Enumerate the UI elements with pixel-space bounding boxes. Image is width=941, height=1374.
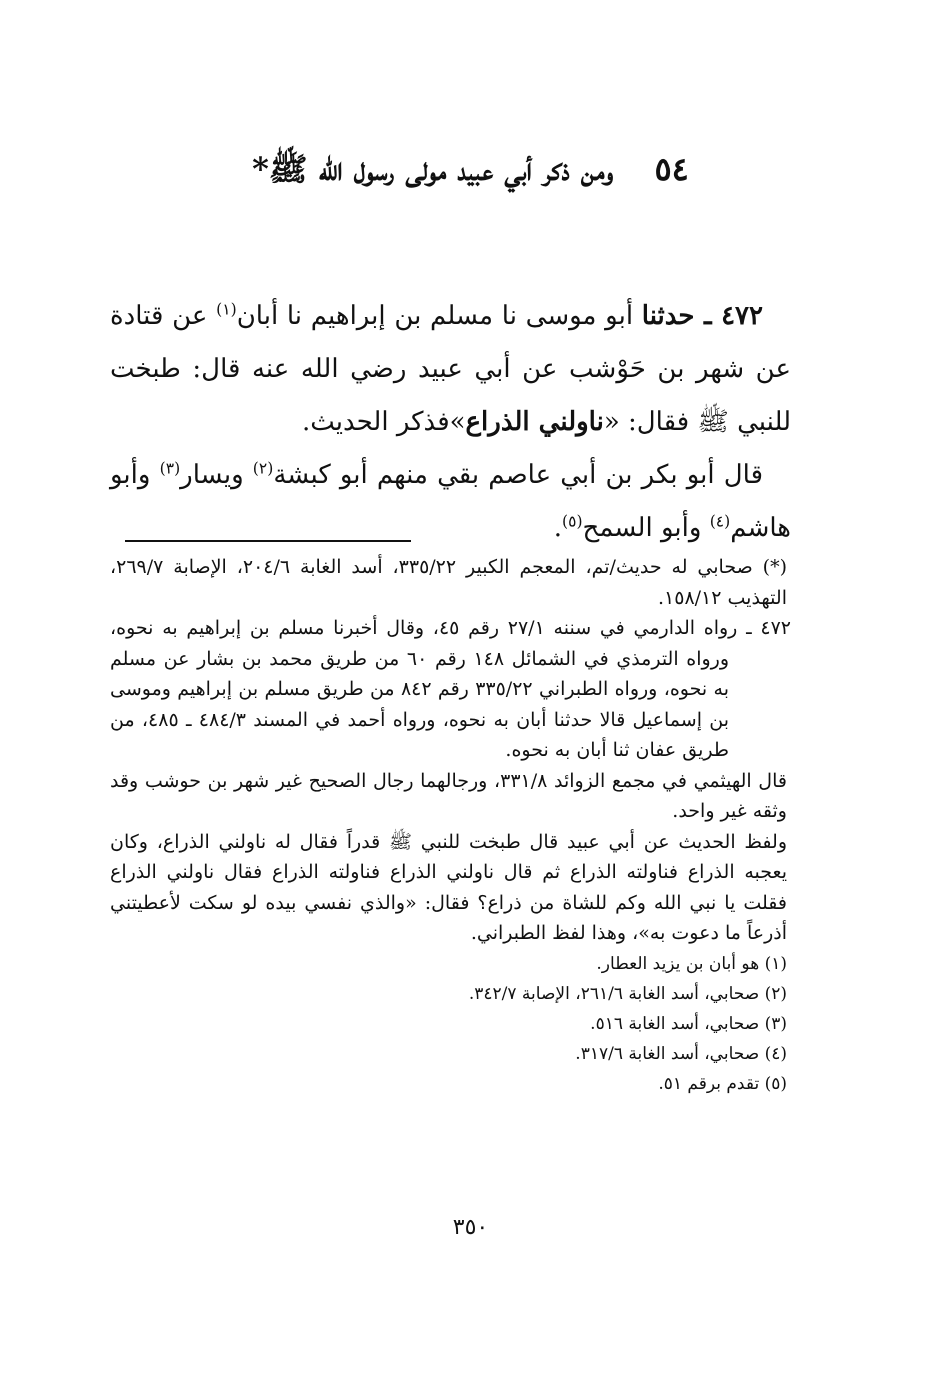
note-472-sources: ٤٧٢ ـ رواه الدارمي في سننه ٢٧/١ رقم ٤٥، وقال أخبرنا مسلم بن إبراهيم به نحوه، ورواه الترمذي في الشمائل ١٤٨ رقم ٦٠ من طريق محمد بن بشار عن مسلم به نحوه، ورواه الطبراني ٣٣٥/٢٢ رقم ٨٤٢ من طريق مسلم بن إبراهيم وموسى بن إسماعيل قالا حدثنا أبان به نحوه، ورواه أحمد في المسند ٤٨٤/٣ ـ ٤٨٥، من طريق عفان ثنا أبان به نحوه. [110, 617, 792, 761]
hadith-body [110, 290, 791, 555]
footnote-1: (١) هو أبان بن يزيد العطار. [596, 953, 787, 974]
footnote-4: (٤) صحابي، أسد الغابة ٣١٧/٦. [575, 1043, 787, 1064]
footnote-2: (٢) صحابي، أسد الغابة ٢٦١/٦، الإصابة ٣٤٢/٧. [468, 983, 787, 1004]
footnote-ref[interactable]: (٥) [561, 512, 583, 531]
narrators-text: ويسار [180, 460, 244, 490]
hadith-number: ٤٧٢ ـ حدثنا [641, 301, 763, 331]
narrators-text: وأبو هاشم [110, 460, 791, 543]
note-472-haythami: قال الهيثمي في مجمع الزوائد ٣٣١/٨، ورجالهما رجال الصحيح غير شهر بن حوشب وقد وثقه غير واحد. [110, 769, 787, 822]
hadith-text: أبو موسى نا مسلم بن إبراهيم نا أبان [236, 301, 634, 331]
chapter-title: ومن ذكر أبي عبيد مولى رسول الله ﷺ* [252, 150, 614, 188]
narrators-text: وأبو السمح [582, 513, 702, 543]
footnote-divider [125, 540, 411, 542]
footnote-5: (٥) تقدم برقم ٥١. [658, 1073, 787, 1094]
hadith-text: عن قتادة عن شهر بن حَوْشب عن أبي عبيد رضي الله عنه قال: طبخت للنبي ﷺ فقال: « [110, 301, 791, 437]
footnote-ref[interactable]: (٢) [252, 459, 274, 478]
footnote-ref[interactable]: (٣) [159, 459, 181, 478]
hadith-quote: ناولني الذراع [465, 407, 604, 437]
hadith-paragraph [110, 290, 791, 449]
note-star: (*) صحابي له حديث/تم، المعجم الكبير ٣٣٥/٢٢، أسد الغابة ٢٠٤/٦، الإصابة ٢٦٩/٧، التهذيب ١٥٨/١٢. [110, 556, 787, 609]
narrators-text: . [553, 513, 562, 543]
hadith-text: »فذكر الحديث. [301, 407, 466, 437]
narrators-text: قال أبو بكر بن أبي عاصم بقي منهم أبو كبشة [273, 460, 763, 490]
footnotes [110, 552, 791, 1099]
page-number: ٣٥٠ [452, 1215, 489, 1240]
footnote-3: (٣) صحابي، أسد الغابة ٥١٦. [590, 1013, 787, 1034]
note-472-text: ولفظ الحديث عن أبي عبيد قال طبخت للنبي ﷺ قدراً فقال له ناولني الذراع، وكان يعجبه الذراع فناولته الذراع ثم قال ناولني الذراع فناولته الذراع فقال ناولني الذراع فقلت يا نبي الله وكم للشاة من ذراع؟ فقال: «والذي نفسي بيده لو سكت لأعطيتني أذرعاً ما دعوت به»، وهذا لفظ الطبراني. [110, 830, 787, 944]
chapter-number: ٥٤ [654, 150, 689, 188]
chapter-heading [150, 150, 791, 196]
footnote-ref[interactable]: (٤) [709, 512, 731, 531]
footnote-ref[interactable]: (١) [216, 300, 237, 319]
